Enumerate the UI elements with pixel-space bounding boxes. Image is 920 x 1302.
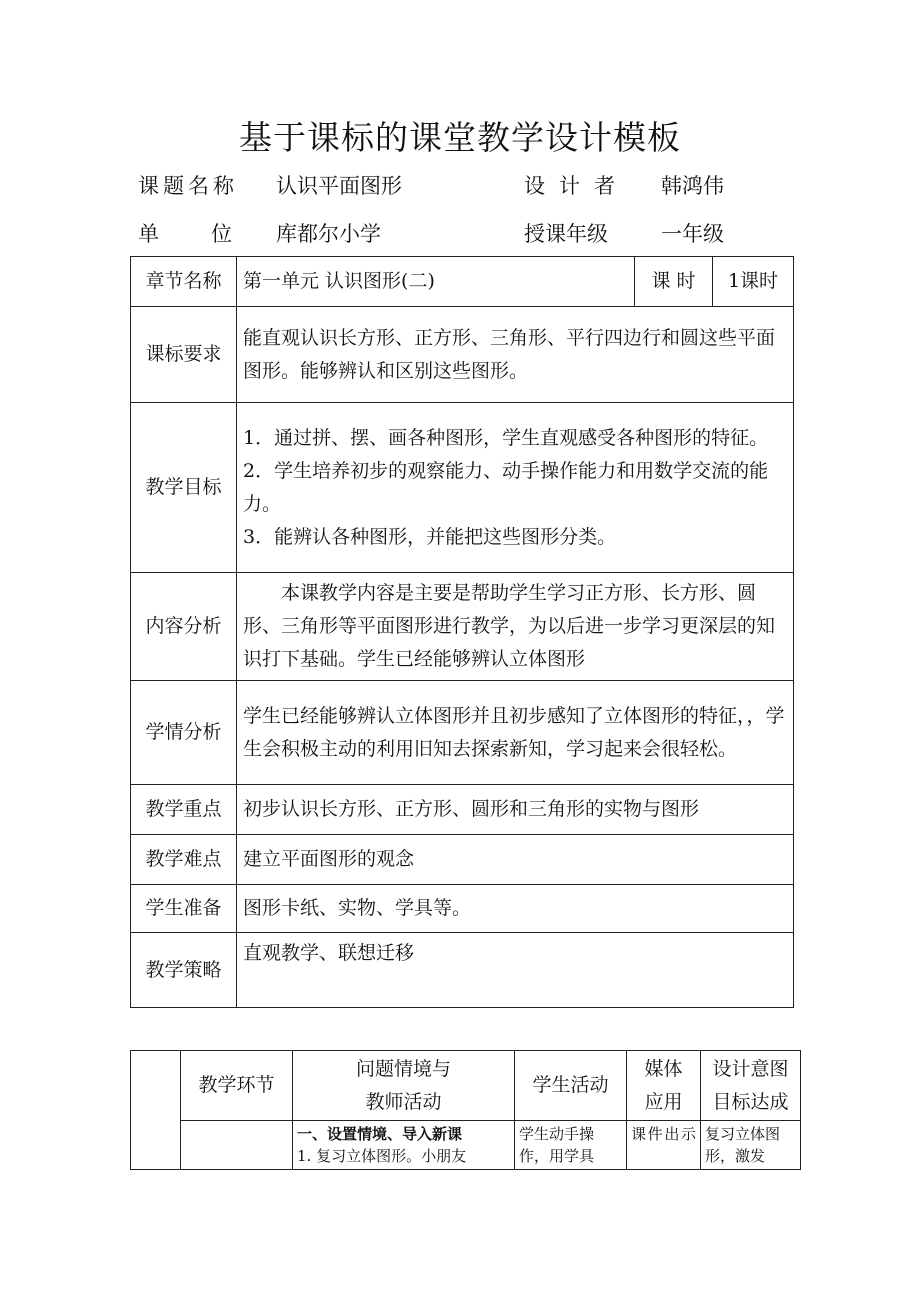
prep-value: 图形卡纸、实物、学具等。: [237, 885, 794, 933]
lesson-info-table: [130, 256, 794, 1008]
header-teacher: [293, 1051, 515, 1121]
standard-label: 课标要求: [131, 307, 237, 403]
teacher-heading: 一、设置情境、导入新课: [297, 1125, 463, 1143]
student-cell: 学生动手操作，用学具: [515, 1121, 627, 1170]
goals-label: 教学目标: [131, 403, 237, 573]
teacher-text: 1. 复习立体图形。小朋友: [297, 1147, 467, 1165]
header-teacher-line2: 教师活动: [365, 1090, 442, 1113]
grade-label: 授课年级: [524, 222, 608, 246]
content-label: 内容分析: [131, 573, 237, 681]
teaching-process-table: [130, 1050, 801, 1170]
strategy-value: 直观教学、联想迁移: [237, 933, 794, 1008]
students-label: 学情分析: [131, 681, 237, 785]
header-media-line1: 媒体: [644, 1057, 683, 1080]
standard-value: 能直观认识长方形、正方形、三角形、平行四边行和圆这些平面图形。能够辨认和区别这些图形。: [237, 307, 794, 403]
teacher-cell: [293, 1121, 515, 1170]
goals-list: [237, 403, 794, 573]
header-teacher-line1: 问题情境与: [355, 1057, 451, 1080]
goal-item: 1．通过拼、摆、画各种图形，学生直观感受各种图形的特征。: [243, 426, 769, 449]
page-title: 基于课标的课堂教学设计模板: [239, 118, 681, 157]
header-stage: 教学环节: [181, 1051, 293, 1121]
difficulty-label: 教学难点: [131, 835, 237, 885]
topic-label: 课题名称: [138, 174, 238, 198]
media-cell: 课件出示: [627, 1121, 701, 1170]
topic-value: 认识平面图形: [276, 174, 402, 198]
grade-value: 一年级: [661, 222, 724, 246]
students-value: 学生已经能够辨认立体图形并且初步感知了立体图形的特征，，学生会积极主动的利用旧知去探索新知，学习起来会很轻松。: [237, 681, 794, 785]
header-media: [627, 1051, 701, 1121]
unit-value: 库都尔小学: [276, 222, 381, 246]
prep-label: 学生准备: [131, 885, 237, 933]
hours-label: 课 时: [635, 257, 713, 307]
chapter-label: 章节名称: [131, 257, 237, 307]
strategy-label: 教学策略: [131, 933, 237, 1008]
goal-item: 2．学生培养初步的观察能力、动手操作能力和用数学交流的能力。: [243, 459, 769, 515]
difficulty-value: 建立平面图形的观念: [237, 835, 794, 885]
header-intent-line1: 设计意图: [712, 1057, 789, 1080]
chapter-value: 第一单元 认识图形(二): [237, 257, 635, 307]
designer-label: 设计者: [524, 174, 629, 198]
stage-cell: [181, 1121, 293, 1170]
blank-column: [131, 1051, 181, 1170]
keypoint-label: 教学重点: [131, 785, 237, 835]
header-student: 学生活动: [515, 1051, 627, 1121]
goal-item: 3．能辨认各种图形，并能把这些图形分类。: [243, 525, 617, 548]
unit-label: 单位: [138, 222, 284, 246]
header-intent-line2: 目标达成: [712, 1090, 789, 1113]
intent-cell: 复习立体图形，激发: [701, 1121, 801, 1170]
header-intent: [701, 1051, 801, 1121]
content-value: 本课教学内容是主要是帮助学生学习正方形、长方形、圆形、三角形等平面图形进行教学，为以后进一步学习更深层的知识打下基础。学生已经能够辨认立体图形: [237, 573, 794, 681]
designer-value: 韩鸿伟: [661, 174, 724, 198]
keypoint-value: 初步认识长方形、正方形、圆形和三角形的实物与图形: [237, 785, 794, 835]
hours-value: 1课时: [713, 257, 794, 307]
header-media-line2: 应用: [644, 1090, 683, 1113]
